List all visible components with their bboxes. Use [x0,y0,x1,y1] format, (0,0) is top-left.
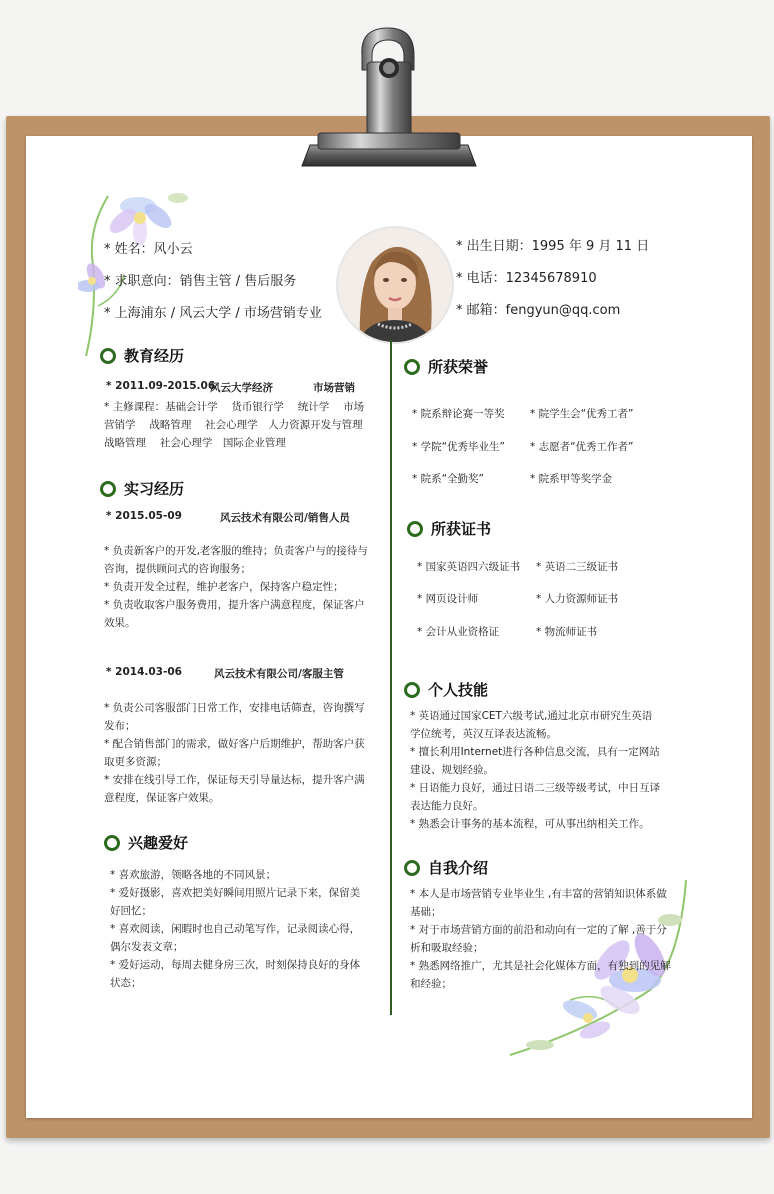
honor-item: * 学院“优秀毕业生” [412,441,505,453]
portrait-icon [338,228,452,342]
job-line: 效果。 [104,617,136,629]
job-line: 意程度，保证客户效果。 [104,792,220,804]
intro-line: * 对于市场营销方面的前沿和动向有一定的了解 ,善于分 [410,924,667,936]
intro-line: * 本人是市场营销专业毕业生 ,有丰富的营销知识体系做 [410,888,667,900]
email-field: * 邮箱：fengyun@qq.com [456,303,621,318]
hobby-line: * 爱好摄影，喜欢把美好瞬间用照片记录下来，保留美 [110,887,361,899]
binder-clip-icon [0,0,774,190]
honor-item: * 院系辩论赛一等奖 [412,408,505,420]
job-intention-field: * 求职意向：销售主管 / 售后服务 [104,274,297,289]
job-line: 发布； [104,720,136,732]
intro-text [410,885,694,993]
job-description [104,542,389,632]
job-period: * 2014.03-06 [106,666,182,678]
phone-field: * 电话：12345678910 [456,271,597,286]
intro-line: * 熟悉网络推广，尤其是社会化媒体方面，有独到的见解 [410,960,671,972]
birth-date-field: * 出生日期：1995 年 9 月 11 日 [456,239,650,254]
hobby-line: * 喜欢阅读，闲暇时也自己动笔写作，记录阅读心得， [110,923,361,935]
skill-line: * 擅长利用Internet进行各种信息交流，具有一定网站 [410,746,660,758]
circle-bullet-icon [100,481,116,497]
honor-item: * 院系甲等奖学金 [530,473,613,485]
education-heading: 教育经历 [100,345,184,366]
course-line: 营销学 战略管理 社会心理学 人力资源开发与管理 [104,419,363,431]
job-line: 咨询，提供顾问式的咨询服务； [104,563,251,575]
intro-line: 析和吸取经验； [410,942,484,954]
job-company: 风云技术有限公司/客服主管 [214,668,344,680]
course-line: 战略管理 社会心理学 国际企业管理 [104,437,286,449]
honor-item: * 院系“全勤奖” [412,473,484,485]
education-period: * 2011.09-2015.06 [106,380,216,392]
course-line: * 主修课程：基础会计学 货币银行学 统计学 市场 [104,401,365,413]
job-description [104,699,389,807]
job-company: 风云技术有限公司/销售人员 [220,512,350,524]
skill-line: * 英语通过国家CET六级考试,通过北京市研究生英语 [410,710,653,722]
certificate-item: * 网页设计师 [417,593,479,605]
intro-line: 基础； [410,906,442,918]
skill-line: 建设、规划经验。 [410,764,494,776]
skill-line: 表达能力良好。 [410,800,484,812]
avatar [336,226,454,344]
hobby-line: * 喜欢旅游，领略各地的不同风景； [110,869,277,881]
certificate-item: * 会计从业资格证 [417,626,500,638]
job-line: * 安排在线引导工作，保证每天引导量达标，提升客户满 [104,774,365,786]
skills-list [410,707,694,833]
honor-item: * 院学生会“优秀工者” [530,408,634,420]
skill-line: * 熟悉会计事务的基本流程，可从事出纳相关工作。 [410,818,650,830]
job-line: 取更多资源； [104,756,167,768]
hobbies-list [110,866,390,992]
job-line: * 负责公司客服部门日常工作，安排电话筛查，咨询撰写 [104,702,365,714]
location-school-field: * 上海浦东 / 风云大学 / 市场营销专业 [104,306,322,321]
skills-heading: 个人技能 [404,679,488,700]
internship-heading: 实习经历 [100,478,184,499]
honor-item: * 志愿者“优秀工作者” [530,441,634,453]
intro-heading: 自我介绍 [404,857,488,878]
hobbies-heading: 兴趣爱好 [104,832,188,853]
skill-line: * 日语能力良好，通过日语二三级等级考试，中日互译 [410,782,661,794]
circle-bullet-icon [404,682,420,698]
column-divider [390,340,392,1015]
education-major: 市场营销 [313,382,355,394]
job-line: * 负责收取客户服务费用，提升客户满意程度，保证客户 [104,599,365,611]
honors-heading: 所获荣誉 [404,356,488,377]
job-line: * 配合销售部门的需求，做好客户后期维护，帮助客户获 [104,738,365,750]
job-line: * 负责新客户的开发,老客服的维持；负责客户与的接待与 [104,545,368,557]
education-school: 风云大学经济 [210,382,273,394]
skill-line: 学位统考，英汉互译表达流畅。 [410,728,557,740]
hobby-line: * 爱好运动，每周去健身房三次，时刻保持良好的身体 [110,959,361,971]
job-line: * 负责开发全过程，维护老客户，保持客户稳定性； [104,581,344,593]
name-field: * 姓名：风小云 [104,242,193,257]
certificate-item: * 人力资源师证书 [536,593,619,605]
circle-bullet-icon [404,860,420,876]
job-period: * 2015.05-09 [106,510,182,522]
certificate-item: * 国家英语四六级证书 [417,561,521,573]
hobby-line: 状态； [110,977,142,989]
hobby-line: 偶尔发表文章； [110,941,184,953]
education-courses [104,398,389,452]
circle-bullet-icon [404,359,420,375]
intro-line: 和经验； [410,978,452,990]
hobby-line: 好回忆； [110,905,152,917]
certificate-item: * 物流师证书 [536,626,598,638]
circle-bullet-icon [100,348,116,364]
certificates-heading: 所获证书 [407,518,491,539]
certificate-item: * 英语二三级证书 [536,561,619,573]
circle-bullet-icon [104,835,120,851]
circle-bullet-icon [407,521,423,537]
